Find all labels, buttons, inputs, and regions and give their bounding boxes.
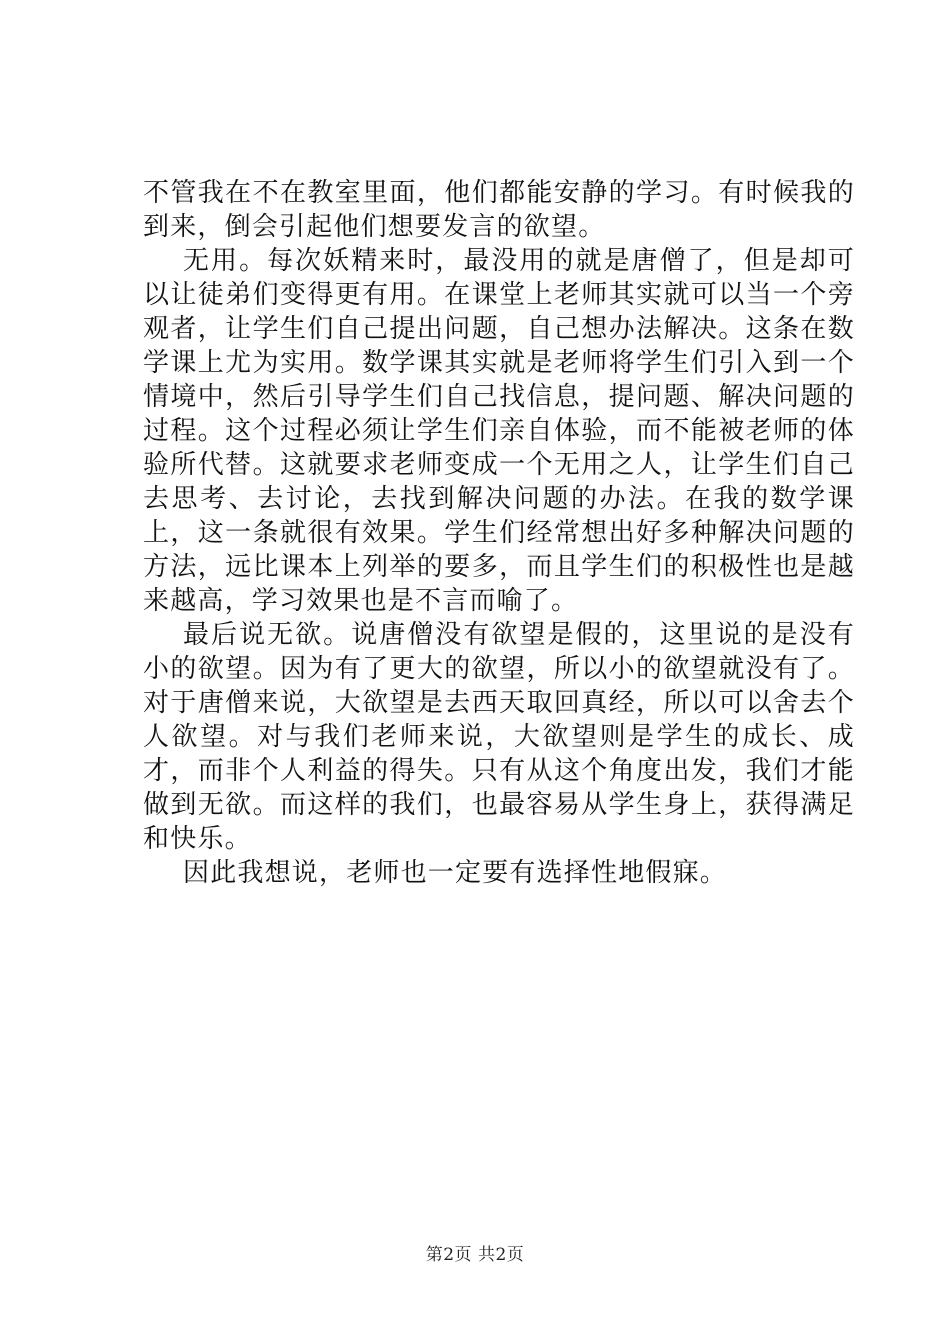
document-body <box>143 176 855 890</box>
paragraph-2: 无用。每次妖精来时，最没用的就是唐僧了，但是却可以让徒弟们变得更有用。在课堂上老师其实就可以当一个旁观者，让学生们自己提出问题，自己想办法解决。这条在数学课上尤为实用。数学课其实就是老师将学生们引入到一个情境中，然后引导学生们自己找信息，提问题、解决问题的过程。这个过程必须让学生们亲自体验，而不能被老师的体验所代替。这就要求老师变成一个无用之人，让学生们自己去思考、去讨论，去找到解决问题的办法。在我的数学课上，这一条就很有效果。学生们经常想出好多种解决问题的方法，远比课本上列举的要多，而且学生们的积极性也是越来越高，学习效果也是不言而喻了。 <box>143 246 855 616</box>
page-footer <box>0 1244 950 1266</box>
paragraph-4: 因此我想说，老师也一定要有选择性地假寐。 <box>183 858 728 888</box>
paragraph-1: 不管我在不在教室里面，他们都能安静的学习。有时候我的到来，倒会引起他们想要发言的欲望。 <box>143 178 855 242</box>
paragraph-3: 最后说无欲。说唐僧没有欲望是假的，这里说的是没有小的欲望。因为有了更大的欲望，所以小的欲望就没有了。对于唐僧来说，大欲望是去西天取回真经，所以可以舍去个人欲望。对与我们老师来说，大欲望则是学生的成长、成才，而非个人利益的得失。只有从这个角度出发，我们才能做到无欲。而这样的我们，也最容易从学生身上，获得满足和快乐。 <box>143 620 855 854</box>
page-number-label: 第2页 共2页 <box>425 1245 525 1265</box>
